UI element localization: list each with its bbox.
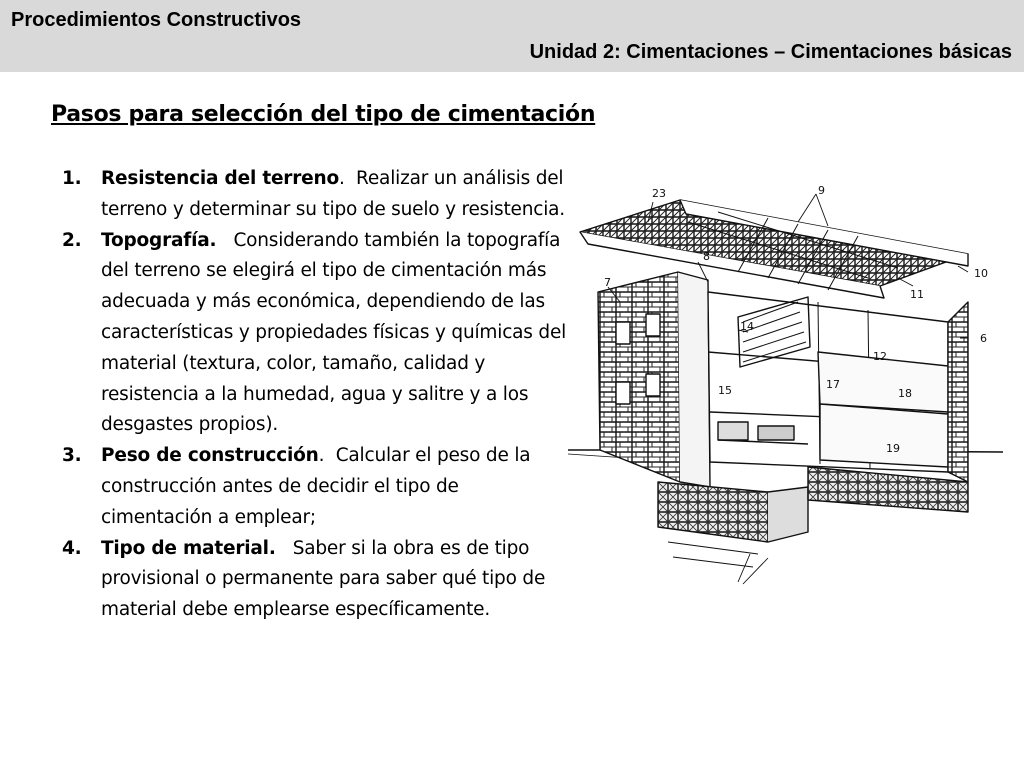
step-text: Saber si la obra es de tipo provisional o permanente para saber qué tipo de material debe emplearse específicamente. (101, 537, 546, 621)
list-item (62, 226, 570, 442)
step-number: 1. (62, 168, 82, 189)
step-term: Topografía. (101, 229, 217, 251)
step-separator (276, 538, 293, 559)
callout-label: 23 (652, 187, 666, 200)
step-text: Calcular el peso de la construcción antes de decidir el tipo de cimentación a emplear; (101, 445, 531, 528)
callout-label: 19 (886, 442, 900, 455)
step-term: Peso de construcción (101, 445, 319, 467)
course-title: Procedimientos Constructivos (11, 9, 302, 31)
list-item (62, 164, 570, 226)
callout-label: 11 (910, 288, 924, 301)
step-number: 2. (62, 229, 82, 251)
callout-label: 12 (873, 350, 887, 363)
callout-label: 18 (898, 387, 912, 400)
unit-title: Unidad 2: Cimentaciones – Cimentaciones básicas (529, 41, 1012, 63)
step-separator: . (318, 445, 336, 467)
step-number: 4. (62, 537, 82, 559)
callout-label: 14 (740, 320, 754, 333)
step-text: Realizar un análisis del terreno y determinar su tipo de suelo y resistencia. (101, 168, 565, 220)
building-cutaway-illustration (568, 182, 1008, 587)
steps-list (62, 164, 570, 626)
step-number: 3. (62, 445, 82, 467)
list-item (62, 534, 570, 626)
callout-label: 8 (703, 250, 710, 263)
callout-label: 17 (826, 378, 840, 391)
step-term: Tipo de material. (101, 537, 276, 559)
callout-label: 9 (818, 184, 825, 197)
slide-title: Pasos para selección del tipo de cimentación (51, 102, 596, 127)
step-term: Resistencia del terreno (101, 168, 339, 189)
step-text: Considerando también la topografía del terreno se elegirá el tipo de cimentación más adecuada y más económica, dependiendo de las características y propiedades físicas y químicas del material (textura, color, tamaño, calidad y resistencia a la humedad, agua y salitre y a los desgastes propios). (101, 229, 567, 436)
callout-label: 6 (980, 332, 987, 345)
list-item (62, 441, 570, 533)
callout-label: 7 (604, 276, 611, 289)
step-separator: . (339, 168, 357, 189)
callout-label: 10 (974, 267, 988, 280)
step-separator (216, 230, 233, 251)
callout-label: 15 (718, 384, 732, 397)
slide-header (0, 0, 1024, 72)
